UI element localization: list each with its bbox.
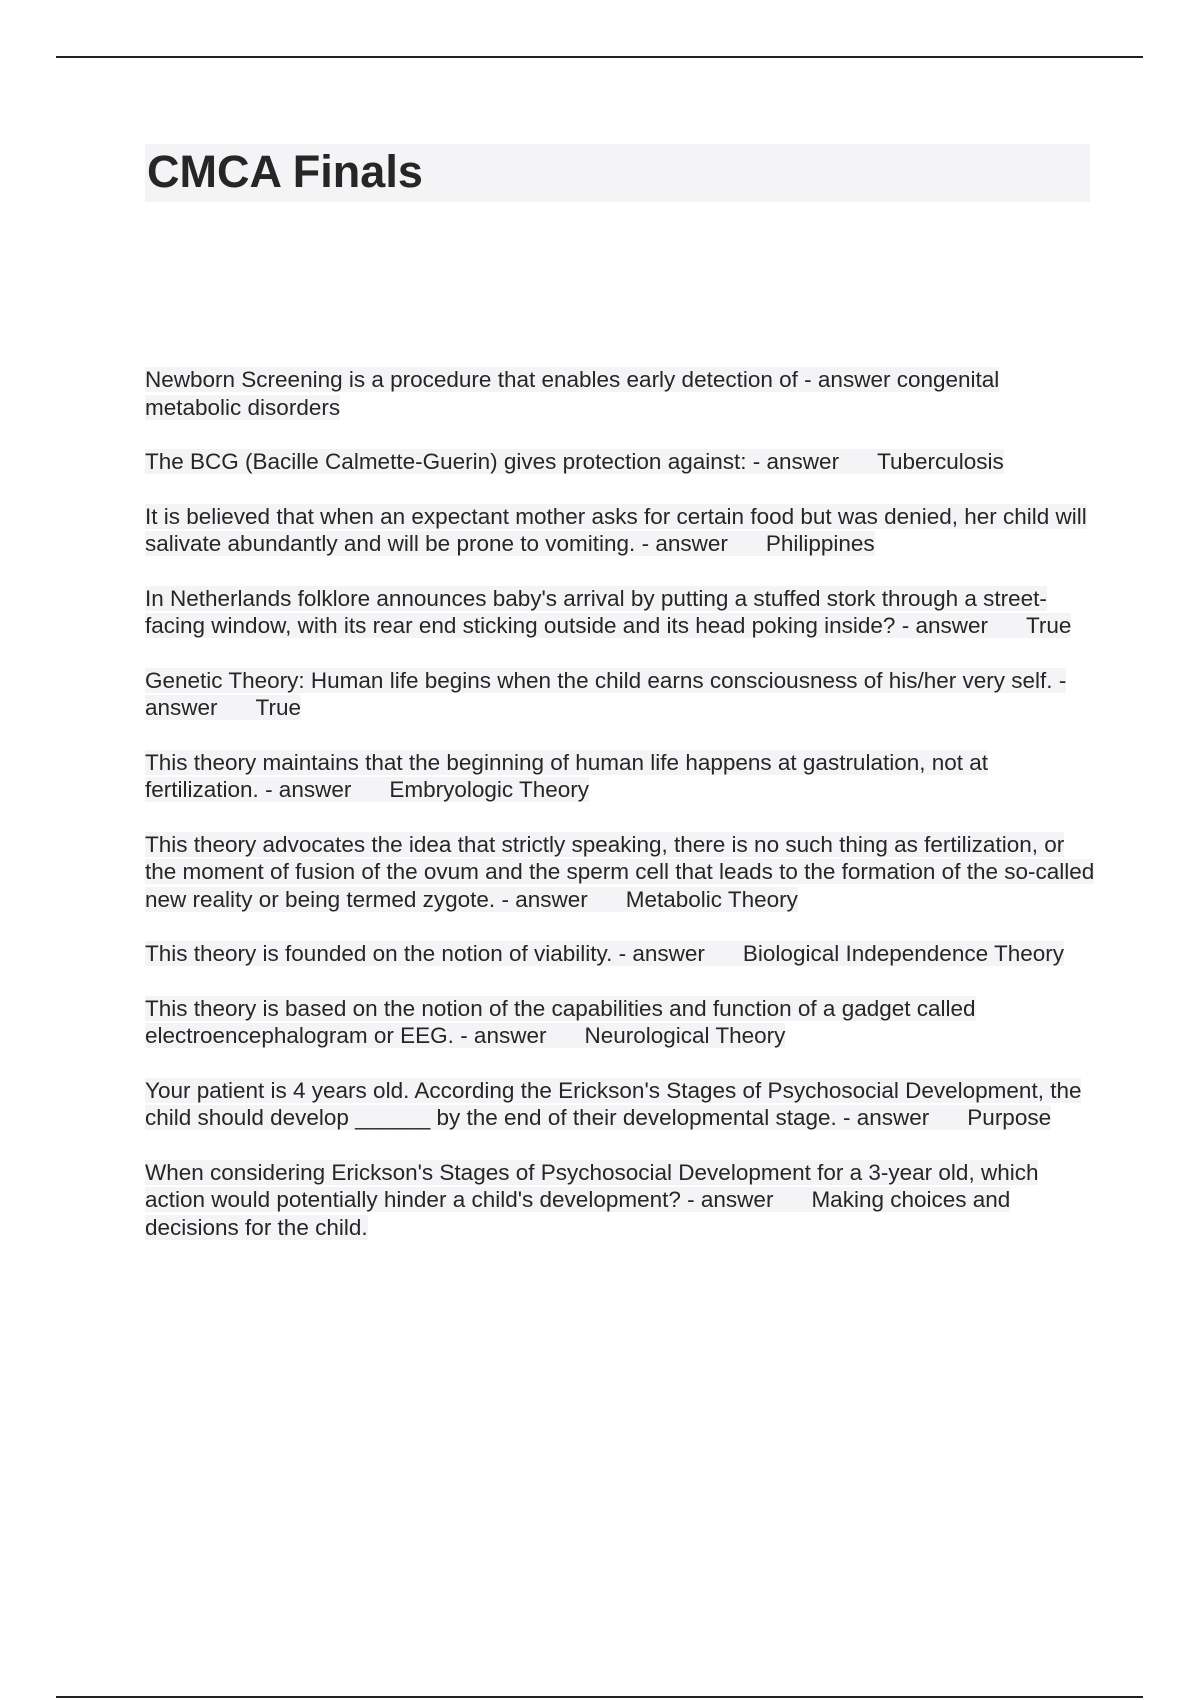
answer-label: - answer — [618, 941, 705, 966]
qa-item — [145, 831, 1095, 914]
answer-text: Making choices and decisions for the child. — [145, 1187, 1011, 1240]
question-text: This theory advocates the idea that strictly speaking, there is no such thing as fertilization, or the moment of fusion of the ovum and the sperm cell that leads to the formation of the so-called new reality or being termed zygote. — [145, 831, 1095, 912]
qa-item — [145, 749, 1095, 804]
answer-text: Tuberculosis — [877, 449, 1004, 474]
answer-label: - answer — [641, 531, 728, 556]
question-text: When considering Erickson's Stages of Psychosocial Development for a 3-year old, which action would potentially hinder a child's development? — [145, 1159, 1039, 1212]
answer-text: Philippines — [765, 531, 875, 556]
answer-label: - answer — [752, 449, 840, 474]
bottom-rule — [56, 1696, 1143, 1698]
qa-item — [145, 448, 1095, 476]
question-text: Genetic Theory: Human life begins when the child earns consciousness of his/her very self. — [145, 667, 1053, 693]
qa-item — [145, 1077, 1095, 1132]
question-text: This theory is founded on the notion of viability. — [145, 941, 613, 966]
answer-label: - answer — [460, 1023, 547, 1048]
answer-text: Neurological Theory — [584, 1023, 786, 1048]
answer-text: Purpose — [967, 1105, 1052, 1130]
answer-text: Metabolic Theory — [625, 886, 798, 912]
question-text: Newborn Screening is a procedure that enables early detection of — [145, 367, 798, 392]
question-text: The BCG (Bacille Calmette-Guerin) gives protection against: — [145, 449, 747, 474]
answer-label: - answer — [843, 1105, 930, 1130]
qa-item — [145, 585, 1095, 640]
answer-text: True — [255, 695, 301, 720]
answer-text: congenital metabolic disorders — [145, 367, 1000, 420]
qa-item — [145, 503, 1095, 558]
answer-text: Biological Independence Theory — [742, 941, 1064, 966]
qa-item — [145, 1159, 1095, 1242]
answer-label: - answer — [901, 613, 988, 638]
qa-list — [145, 366, 1095, 1268]
qa-item — [145, 995, 1095, 1050]
top-rule — [56, 56, 1143, 58]
question-text: This theory is based on the notion of the capabilities and function of a gadget called electroencephalogram or EEG. — [145, 995, 976, 1048]
question-text: Your patient is 4 years old. According the Erickson's Stages of Psychosocial Development, the child should develop ______ by the end of their developmental stage. — [145, 1077, 1082, 1130]
answer-label: - answer — [687, 1187, 774, 1212]
answer-label: - answer — [265, 777, 352, 802]
question-text: This theory maintains that the beginning of human life happens at gastrulation, not at fertilization. — [145, 749, 989, 802]
question-text: It is believed that when an expectant mother asks for certain food but was denied, her child will salivate abundantly and will be prone to vomiting. — [145, 503, 1087, 556]
question-text: In Netherlands folklore announces baby's arrival by putting a stuffed stork through a street-facing window, with its rear end sticking outside and its head poking inside? — [145, 585, 1047, 638]
answer-label: - answer — [501, 886, 588, 912]
qa-item — [145, 667, 1095, 722]
answer-label: - answer — [804, 367, 891, 392]
qa-item — [145, 940, 1095, 968]
page-title: CMCA Finals — [147, 146, 423, 197]
answer-label: - answer — [145, 667, 1067, 720]
answer-text: True — [1026, 613, 1072, 638]
qa-item — [145, 366, 1095, 421]
answer-text: Embryologic Theory — [389, 777, 590, 802]
